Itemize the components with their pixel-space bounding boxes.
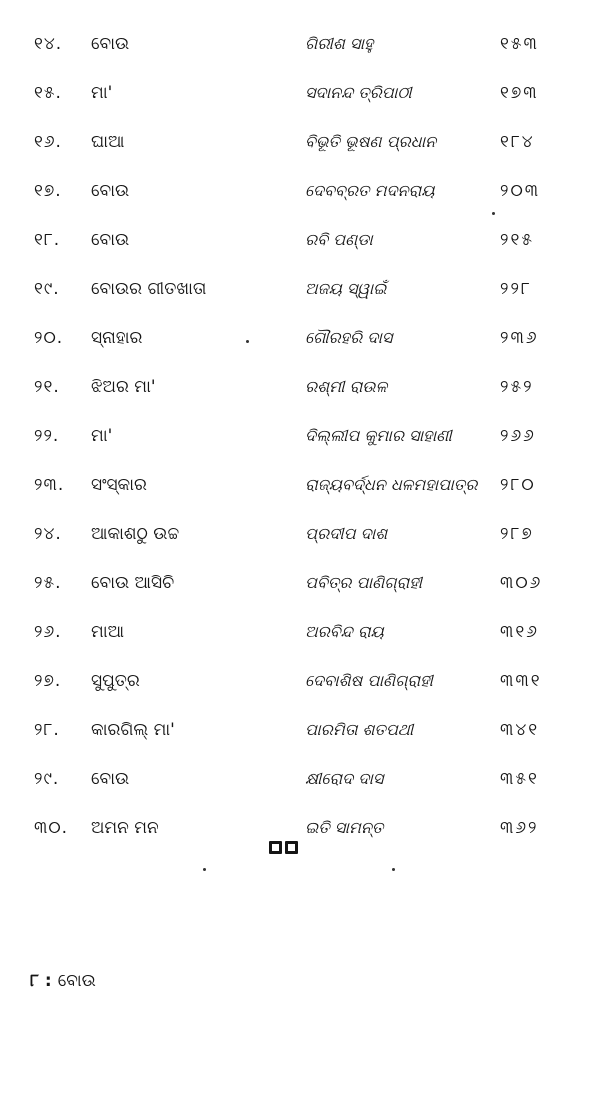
end-of-section-ornament [269, 841, 298, 854]
entry-author: ଗିରୀଶ ସାହୁ [305, 34, 374, 53]
toc-entry [0, 614, 600, 663]
entry-author: ପ୍ରଦୀପ ଦାଶ [305, 524, 388, 543]
entry-page: ୩୬୨ [500, 818, 539, 838]
entry-author: ରାଜ୍ୟବର୍ଦ୍ଧନ ଧଳମହାପାତ୍ର [305, 475, 478, 494]
entry-author: ଦେବବ୍ରତ ମଦନରାୟ [305, 181, 435, 200]
table-of-contents [0, 26, 600, 859]
entry-title: ବୋଉ [91, 230, 130, 250]
entry-author: ପାରମିତା ଶତପଥୀ [305, 720, 414, 739]
entry-page: ୨୮୦ [500, 475, 536, 495]
entry-page: ୧୫୩ [500, 34, 539, 54]
entry-number: ୧୬. [34, 132, 62, 152]
entry-title: ଅମନ ମନ [91, 818, 159, 838]
entry-number: ୨୨. [34, 426, 60, 446]
entry-author: ଦିଲ୍ଲୀପ କୁମାର ସାହାଣୀ [305, 426, 452, 445]
toc-entry [0, 565, 600, 614]
entry-number: ୨୧. [34, 377, 60, 397]
entry-number: ୩୦. [34, 818, 69, 838]
footer-page-number: ୮ [30, 971, 39, 991]
entry-title: ସଂସ୍କାର [91, 475, 147, 495]
entry-page: ୨୧୫ [500, 230, 534, 250]
toc-entry [0, 26, 600, 75]
entry-number: ୨୭. [34, 671, 62, 691]
entry-number: ୨୦. [34, 328, 64, 348]
entry-title: ବୋଉର ଗୀତଖାତା [91, 279, 207, 299]
page-footer [30, 966, 96, 996]
toc-entry [0, 369, 600, 418]
entry-number: ୨୩. [34, 475, 65, 495]
entry-page: ୨୩୬ [500, 328, 539, 348]
entry-page: ୨୨୮ [500, 279, 532, 299]
toc-entry [0, 663, 600, 712]
entry-title: ବୋଉ [91, 34, 130, 54]
entry-number: ୧୮. [34, 230, 61, 250]
toc-entry [0, 173, 600, 222]
toc-entry [0, 418, 600, 467]
entry-title: ବୋଉ [91, 181, 130, 201]
toc-entry [0, 516, 600, 565]
entry-title: ଝିଅର ମା' [91, 377, 156, 397]
entry-title: ଆକାଶଠୁ ଉଚ୍ଚ [91, 524, 180, 544]
print-speck [203, 868, 206, 871]
entry-author: ରବି ପଣ୍ଡା [305, 230, 373, 249]
entry-title: ବୋଉ ଆସିଚି [91, 573, 175, 593]
entry-author: ଗୌରହରି ଦାସ [305, 328, 393, 347]
toc-entry [0, 75, 600, 124]
toc-entry [0, 320, 600, 369]
entry-title: ମାଆ [91, 622, 125, 642]
toc-entry [0, 761, 600, 810]
toc-entry [0, 124, 600, 173]
entry-number: ୨୫. [34, 573, 62, 593]
entry-page: ୧୭୩ [500, 83, 539, 103]
footer-book-title: ବୋଉ [57, 971, 96, 991]
entry-number: ୧୫. [34, 83, 62, 103]
toc-entry [0, 810, 600, 859]
entry-page: ୨୦୩ [500, 181, 541, 201]
square-ornament-icon [285, 841, 298, 854]
entry-title: ଘାଆ [91, 132, 125, 152]
entry-author: ପବିତ୍ର ପାଣିଗ୍ରାହୀ [305, 573, 423, 592]
entry-author: ରଶ୍ମୀ ରାଉଳ [305, 377, 388, 396]
entry-author: ଅରବିନ୍ଦ ରାୟ [305, 622, 384, 641]
entry-number: ୨୬. [34, 622, 62, 642]
entry-page: ୧୮୪ [500, 132, 535, 152]
toc-entry [0, 467, 600, 516]
entry-author: ଅଜୟ ସ୍ୱାଇଁ [305, 279, 387, 298]
entry-author: ବିଭୂତି ଭୂଷଣ ପ୍ରଧାନ [305, 132, 437, 151]
print-speck [492, 212, 495, 215]
print-speck [392, 868, 395, 871]
entry-page: ୨୬୬ [500, 426, 536, 446]
entry-title: ମା' [91, 83, 113, 103]
entry-author: ଇତି ସାମନ୍ତ [305, 818, 384, 837]
entry-number: ୨୯. [34, 769, 60, 789]
footer-separator: : [44, 971, 52, 991]
entry-page: ୨୮୭ [500, 524, 534, 544]
entry-number: ୧୪. [34, 34, 63, 54]
print-speck [246, 340, 249, 343]
entry-title: ବୋଉ [91, 769, 130, 789]
entry-page: ୩୪୧ [500, 720, 540, 740]
entry-title: କାରଗିଲ୍ ମା' [91, 720, 175, 740]
entry-author: ସଦାନନ୍ଦ ତ୍ରିପାଠୀ [305, 83, 412, 102]
toc-entry [0, 271, 600, 320]
entry-page: ୩୧୬ [500, 622, 539, 642]
toc-entry [0, 712, 600, 761]
entry-title: ସ୍ନାହାର [91, 328, 143, 348]
entry-author: ଦେବାଶିଷ ପାଣିଗ୍ରାହୀ [305, 671, 433, 690]
entry-number: ୨୮. [34, 720, 60, 740]
entry-number: ୧୭. [34, 181, 62, 201]
entry-title: ମା' [91, 426, 113, 446]
entry-number: ୧୯. [34, 279, 60, 299]
entry-page: ୩୫୧ [500, 769, 539, 789]
toc-entry [0, 222, 600, 271]
entry-page: ୩୩୧ [500, 671, 542, 691]
entry-page: ୩୦୬ [500, 573, 543, 593]
entry-title: ସୁପୁତ୍ର [91, 671, 140, 691]
square-ornament-icon [269, 841, 282, 854]
entry-page: ୨୫୨ [500, 377, 534, 397]
entry-number: ୨୪. [34, 524, 62, 544]
entry-author: କ୍ଷୀରୋଦ ଦାସ [305, 769, 384, 788]
